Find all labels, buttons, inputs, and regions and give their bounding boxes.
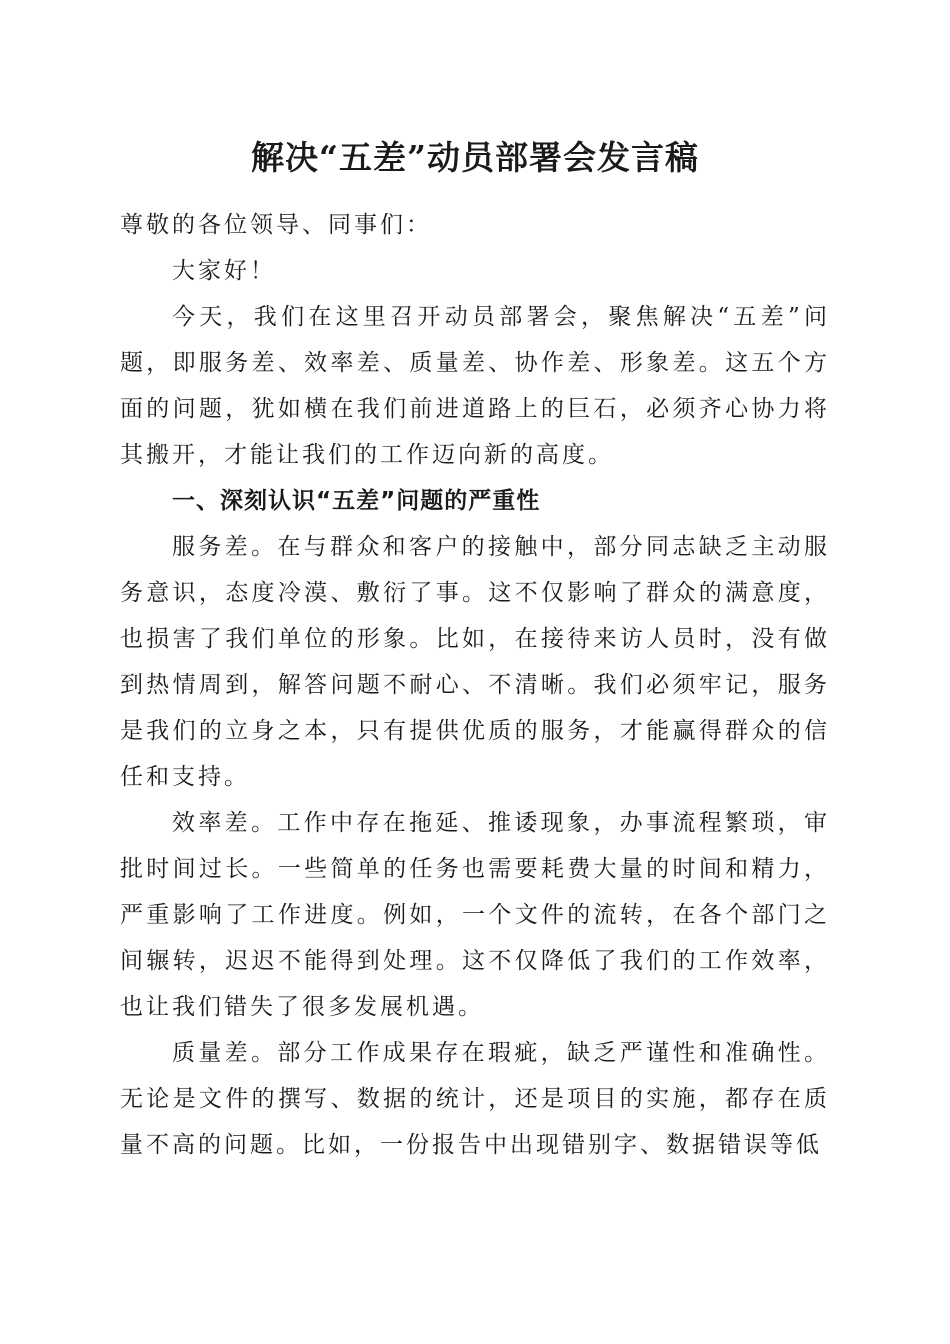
salutation: 尊敬的各位领导、同事们： [120,212,432,238]
document-title: 解决“五差”动员部署会发言稿 [251,138,699,177]
quality-paragraph: 质量差。部分工作成果存在瑕疵，缺乏严谨性和准确性。无论是文件的撰写、数据的统计，还是项目的实施，都存在质量不高的问题。比如，一份报告中出现错别字、数据错误等低 [120,1040,830,1158]
document-body [120,202,830,1168]
greeting: 大家好！ [172,258,276,284]
section-heading: 一、深刻认识“五差”问题的严重性 [172,488,541,514]
efficiency-paragraph: 效率差。工作中存在拖延、推诿现象，办事流程繁琐，审批时间过长。一些简单的任务也需要耗费大量的时间和精力，严重影响了工作进度。例如，一个文件的流转，在各个部门之间辗转，迟迟不能得到处理。这不仅降低了我们的工作效率，也让我们错失了很多发展机遇。 [120,810,830,1020]
intro-paragraph: 今天，我们在这里召开动员部署会，聚焦解决“五差”问题，即服务差、效率差、质量差、协作差、形象差。这五个方面的问题，犹如横在我们前进道路上的巨石，必须齐心协力将其搬开，才能让我们的工作迈向新的高度。 [120,304,830,468]
service-paragraph: 服务差。在与群众和客户的接触中，部分同志缺乏主动服务意识，态度冷漠、敷衍了事。这不仅影响了群众的满意度，也损害了我们单位的形象。比如，在接待来访人员时，没有做到热情周到，解答问题不耐心、不清晰。我们必须牢记，服务是我们的立身之本，只有提供优质的服务，才能赢得群众的信任和支持。 [120,534,830,790]
